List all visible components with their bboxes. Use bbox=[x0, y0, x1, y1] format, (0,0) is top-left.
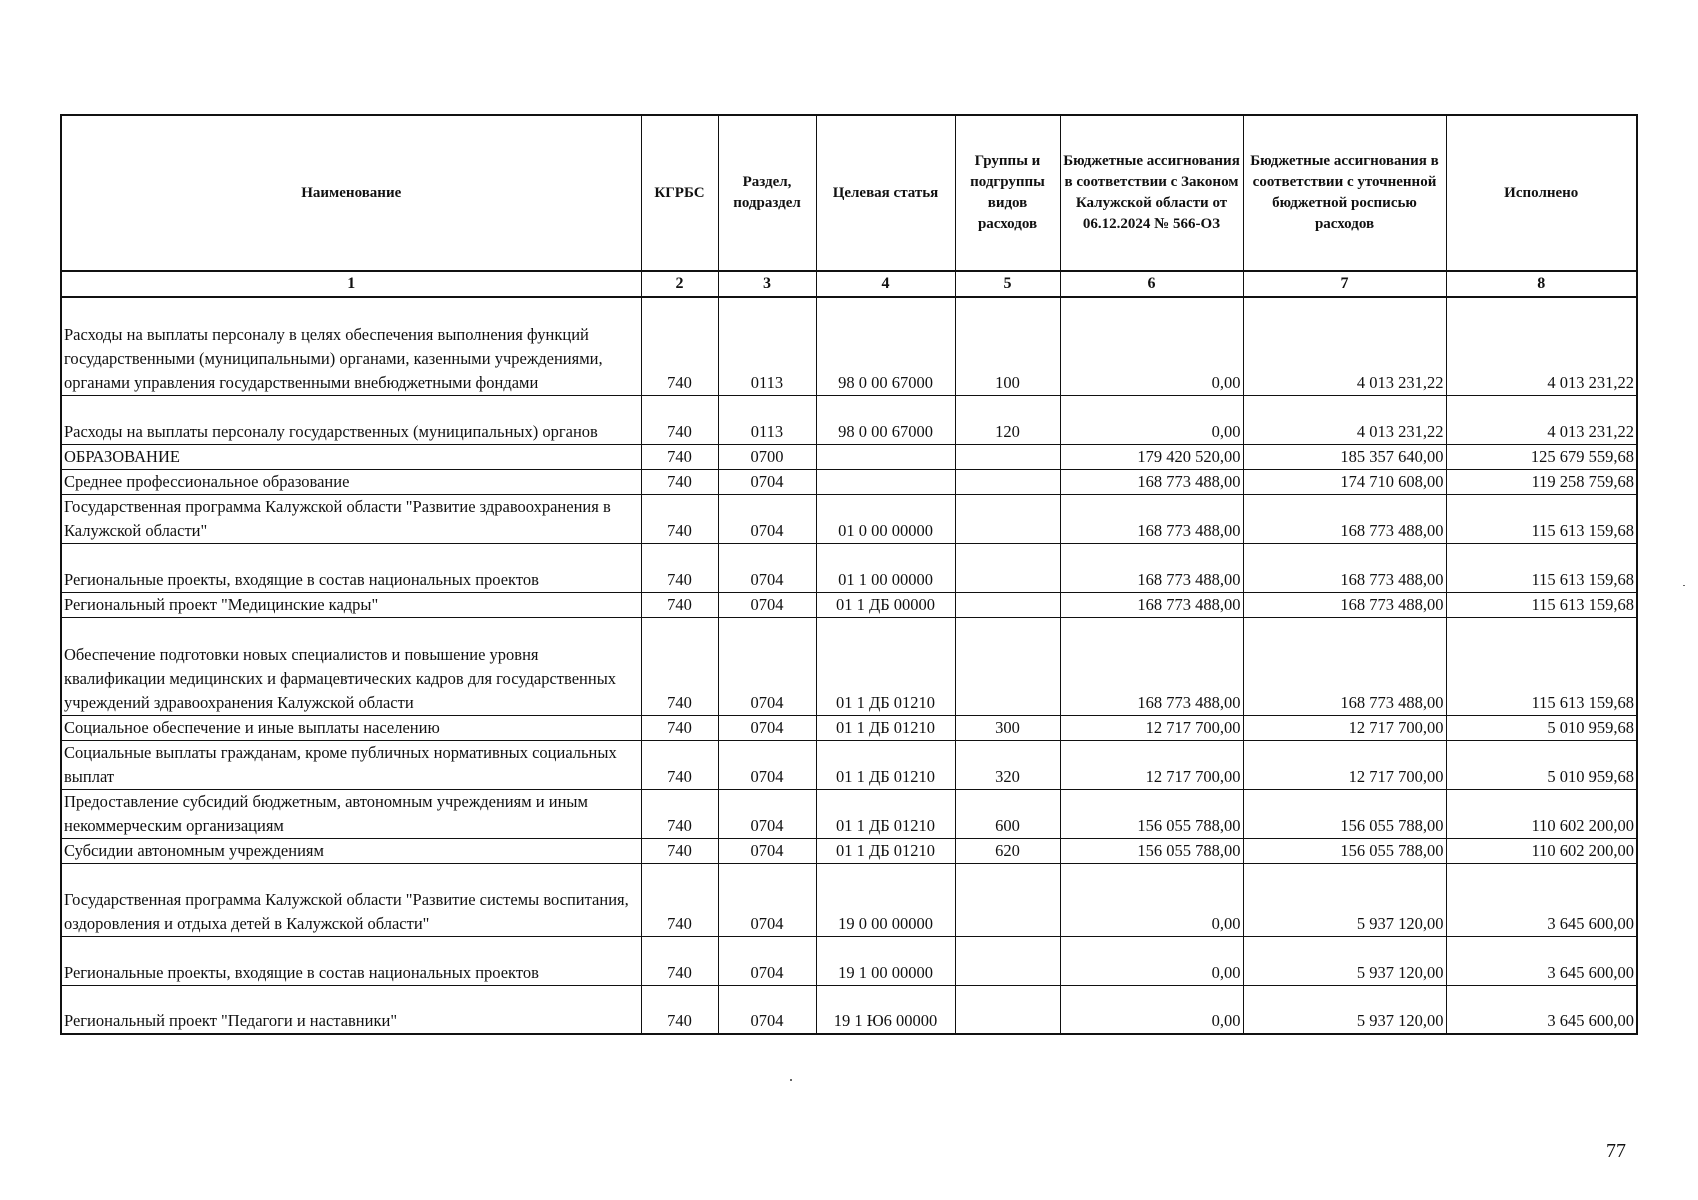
row-refined: 156 055 788,00 bbox=[1243, 838, 1446, 863]
table-row bbox=[61, 469, 1637, 494]
table-row bbox=[61, 617, 1637, 715]
row-section: 0704 bbox=[718, 838, 816, 863]
row-refined: 168 773 488,00 bbox=[1243, 494, 1446, 543]
row-target: 19 1 Ю6 00000 bbox=[816, 985, 955, 1034]
row-executed: 4 013 231,22 bbox=[1446, 395, 1637, 444]
row-law: 168 773 488,00 bbox=[1060, 592, 1243, 617]
table-row bbox=[61, 985, 1637, 1034]
table-row bbox=[61, 592, 1637, 617]
row-section: 0704 bbox=[718, 543, 816, 592]
row-executed: 4 013 231,22 bbox=[1446, 297, 1637, 395]
row-section: 0704 bbox=[718, 936, 816, 985]
row-executed: 115 613 159,68 bbox=[1446, 592, 1637, 617]
row-kgrbs: 740 bbox=[641, 494, 718, 543]
row-name: Региональный проект "Педагоги и наставники" bbox=[61, 985, 641, 1034]
row-name: Обеспечение подготовки новых специалистов и повышение уровня квалификации медицинских и фармацевтических кадров для государственных учреждений здравоохранения Калужской области bbox=[61, 617, 641, 715]
row-law: 0,00 bbox=[1060, 985, 1243, 1034]
row-law: 168 773 488,00 bbox=[1060, 469, 1243, 494]
row-target: 01 1 ДБ 01210 bbox=[816, 715, 955, 740]
header-kgrbs: КГРБС bbox=[641, 115, 718, 271]
row-group bbox=[955, 936, 1060, 985]
row-group: 600 bbox=[955, 789, 1060, 838]
row-executed: 110 602 200,00 bbox=[1446, 789, 1637, 838]
row-executed: 3 645 600,00 bbox=[1446, 936, 1637, 985]
table-row bbox=[61, 395, 1637, 444]
row-section: 0704 bbox=[718, 592, 816, 617]
header-name: Наименование bbox=[61, 115, 641, 271]
header-expense-groups: Группы и подгруппы видов расходов bbox=[955, 115, 1060, 271]
row-name: Среднее профессиональное образование bbox=[61, 469, 641, 494]
row-target bbox=[816, 444, 955, 469]
budget-table bbox=[60, 114, 1638, 1035]
row-group bbox=[955, 592, 1060, 617]
page-number: 77 bbox=[1606, 1140, 1626, 1162]
row-target: 01 1 00 00000 bbox=[816, 543, 955, 592]
row-group: 100 bbox=[955, 297, 1060, 395]
column-number-row bbox=[61, 271, 1637, 297]
row-kgrbs: 740 bbox=[641, 985, 718, 1034]
row-target: 01 1 ДБ 00000 bbox=[816, 592, 955, 617]
row-target: 01 1 ДБ 01210 bbox=[816, 789, 955, 838]
row-executed: 110 602 200,00 bbox=[1446, 838, 1637, 863]
row-name: Государственная программа Калужской области "Развитие системы воспитания, оздоровления и отдыха детей в Калужской области" bbox=[61, 863, 641, 936]
row-kgrbs: 740 bbox=[641, 617, 718, 715]
row-executed: 119 258 759,68 bbox=[1446, 469, 1637, 494]
row-law: 168 773 488,00 bbox=[1060, 543, 1243, 592]
row-group bbox=[955, 469, 1060, 494]
row-target: 01 0 00 00000 bbox=[816, 494, 955, 543]
row-kgrbs: 740 bbox=[641, 395, 718, 444]
row-kgrbs: 740 bbox=[641, 715, 718, 740]
row-law: 0,00 bbox=[1060, 297, 1243, 395]
row-law: 156 055 788,00 bbox=[1060, 789, 1243, 838]
row-target: 01 1 ДБ 01210 bbox=[816, 740, 955, 789]
header-law-allocations: Бюджетные ассигнования в соответствии с Законом Калужской области от 06.12.2024 № 566-ОЗ bbox=[1060, 115, 1243, 271]
row-law: 0,00 bbox=[1060, 936, 1243, 985]
row-kgrbs: 740 bbox=[641, 469, 718, 494]
row-law: 168 773 488,00 bbox=[1060, 494, 1243, 543]
scan-speck bbox=[1683, 585, 1685, 586]
row-kgrbs: 740 bbox=[641, 444, 718, 469]
row-law: 12 717 700,00 bbox=[1060, 715, 1243, 740]
row-kgrbs: 740 bbox=[641, 740, 718, 789]
table-header-row bbox=[61, 115, 1637, 271]
row-group: 300 bbox=[955, 715, 1060, 740]
row-name: Социальные выплаты гражданам, кроме публичных нормативных социальных выплат bbox=[61, 740, 641, 789]
row-kgrbs: 740 bbox=[641, 936, 718, 985]
column-number: 5 bbox=[955, 271, 1060, 297]
row-law: 168 773 488,00 bbox=[1060, 617, 1243, 715]
row-executed: 125 679 559,68 bbox=[1446, 444, 1637, 469]
table-row bbox=[61, 715, 1637, 740]
row-group bbox=[955, 543, 1060, 592]
column-number: 4 bbox=[816, 271, 955, 297]
row-name: Государственная программа Калужской области "Развитие здравоохранения в Калужской области" bbox=[61, 494, 641, 543]
row-section: 0704 bbox=[718, 740, 816, 789]
row-target: 01 1 ДБ 01210 bbox=[816, 838, 955, 863]
row-name: Социальное обеспечение и иные выплаты населению bbox=[61, 715, 641, 740]
row-group: 620 bbox=[955, 838, 1060, 863]
row-target: 98 0 00 67000 bbox=[816, 297, 955, 395]
column-number: 7 bbox=[1243, 271, 1446, 297]
row-refined: 12 717 700,00 bbox=[1243, 740, 1446, 789]
row-refined: 5 937 120,00 bbox=[1243, 863, 1446, 936]
row-section: 0700 bbox=[718, 444, 816, 469]
row-target: 19 1 00 00000 bbox=[816, 936, 955, 985]
row-section: 0704 bbox=[718, 494, 816, 543]
row-refined: 4 013 231,22 bbox=[1243, 395, 1446, 444]
row-refined: 5 937 120,00 bbox=[1243, 985, 1446, 1034]
row-section: 0113 bbox=[718, 297, 816, 395]
row-group: 120 bbox=[955, 395, 1060, 444]
row-kgrbs: 740 bbox=[641, 592, 718, 617]
row-section: 0704 bbox=[718, 617, 816, 715]
row-executed: 115 613 159,68 bbox=[1446, 543, 1637, 592]
row-refined: 185 357 640,00 bbox=[1243, 444, 1446, 469]
header-refined-allocations: Бюджетные ассигнования в соответствии с уточненной бюджетной росписью расходов bbox=[1243, 115, 1446, 271]
row-section: 0704 bbox=[718, 715, 816, 740]
header-executed: Исполнено bbox=[1446, 115, 1637, 271]
row-section: 0704 bbox=[718, 985, 816, 1034]
row-executed: 5 010 959,68 bbox=[1446, 715, 1637, 740]
row-kgrbs: 740 bbox=[641, 789, 718, 838]
row-name: Региональный проект "Медицинские кадры" bbox=[61, 592, 641, 617]
row-kgrbs: 740 bbox=[641, 838, 718, 863]
row-law: 179 420 520,00 bbox=[1060, 444, 1243, 469]
row-kgrbs: 740 bbox=[641, 297, 718, 395]
row-refined: 174 710 608,00 bbox=[1243, 469, 1446, 494]
row-section: 0113 bbox=[718, 395, 816, 444]
table-row bbox=[61, 297, 1637, 395]
row-group bbox=[955, 494, 1060, 543]
row-section: 0704 bbox=[718, 863, 816, 936]
row-group bbox=[955, 985, 1060, 1034]
row-name: Расходы на выплаты персоналу в целях обеспечения выполнения функций государственными (муниципальными) органами, казенными учреждениями, органами управления государственными внебюджетными фондами bbox=[61, 297, 641, 395]
row-refined: 5 937 120,00 bbox=[1243, 936, 1446, 985]
header-target-article: Целевая статья bbox=[816, 115, 955, 271]
row-section: 0704 bbox=[718, 469, 816, 494]
row-group: 320 bbox=[955, 740, 1060, 789]
column-number: 6 bbox=[1060, 271, 1243, 297]
row-name: ОБРАЗОВАНИЕ bbox=[61, 444, 641, 469]
row-kgrbs: 740 bbox=[641, 863, 718, 936]
row-group bbox=[955, 444, 1060, 469]
row-executed: 3 645 600,00 bbox=[1446, 863, 1637, 936]
column-number: 8 bbox=[1446, 271, 1637, 297]
row-group bbox=[955, 863, 1060, 936]
scan-speck bbox=[790, 1079, 792, 1081]
row-section: 0704 bbox=[718, 789, 816, 838]
row-kgrbs: 740 bbox=[641, 543, 718, 592]
table-row bbox=[61, 789, 1637, 838]
table-row bbox=[61, 444, 1637, 469]
table-row bbox=[61, 494, 1637, 543]
row-executed: 5 010 959,68 bbox=[1446, 740, 1637, 789]
row-target: 98 0 00 67000 bbox=[816, 395, 955, 444]
table-row bbox=[61, 543, 1637, 592]
row-refined: 168 773 488,00 bbox=[1243, 543, 1446, 592]
row-name: Региональные проекты, входящие в состав национальных проектов bbox=[61, 936, 641, 985]
row-refined: 168 773 488,00 bbox=[1243, 592, 1446, 617]
row-refined: 12 717 700,00 bbox=[1243, 715, 1446, 740]
column-number: 3 bbox=[718, 271, 816, 297]
row-executed: 3 645 600,00 bbox=[1446, 985, 1637, 1034]
row-name: Субсидии автономным учреждениям bbox=[61, 838, 641, 863]
row-executed: 115 613 159,68 bbox=[1446, 494, 1637, 543]
row-law: 0,00 bbox=[1060, 395, 1243, 444]
row-law: 0,00 bbox=[1060, 863, 1243, 936]
table-row bbox=[61, 863, 1637, 936]
table-row bbox=[61, 936, 1637, 985]
row-law: 156 055 788,00 bbox=[1060, 838, 1243, 863]
row-law: 12 717 700,00 bbox=[1060, 740, 1243, 789]
row-name: Расходы на выплаты персоналу государственных (муниципальных) органов bbox=[61, 395, 641, 444]
row-executed: 115 613 159,68 bbox=[1446, 617, 1637, 715]
row-name: Региональные проекты, входящие в состав национальных проектов bbox=[61, 543, 641, 592]
table-row bbox=[61, 838, 1637, 863]
header-section: Раздел, подраздел bbox=[718, 115, 816, 271]
table-row bbox=[61, 740, 1637, 789]
column-number: 2 bbox=[641, 271, 718, 297]
row-refined: 168 773 488,00 bbox=[1243, 617, 1446, 715]
row-target bbox=[816, 469, 955, 494]
row-refined: 4 013 231,22 bbox=[1243, 297, 1446, 395]
column-number: 1 bbox=[61, 271, 641, 297]
row-name: Предоставление субсидий бюджетным, автономным учреждениям и иным некоммерческим организациям bbox=[61, 789, 641, 838]
row-refined: 156 055 788,00 bbox=[1243, 789, 1446, 838]
row-target: 01 1 ДБ 01210 bbox=[816, 617, 955, 715]
row-group bbox=[955, 617, 1060, 715]
row-target: 19 0 00 00000 bbox=[816, 863, 955, 936]
